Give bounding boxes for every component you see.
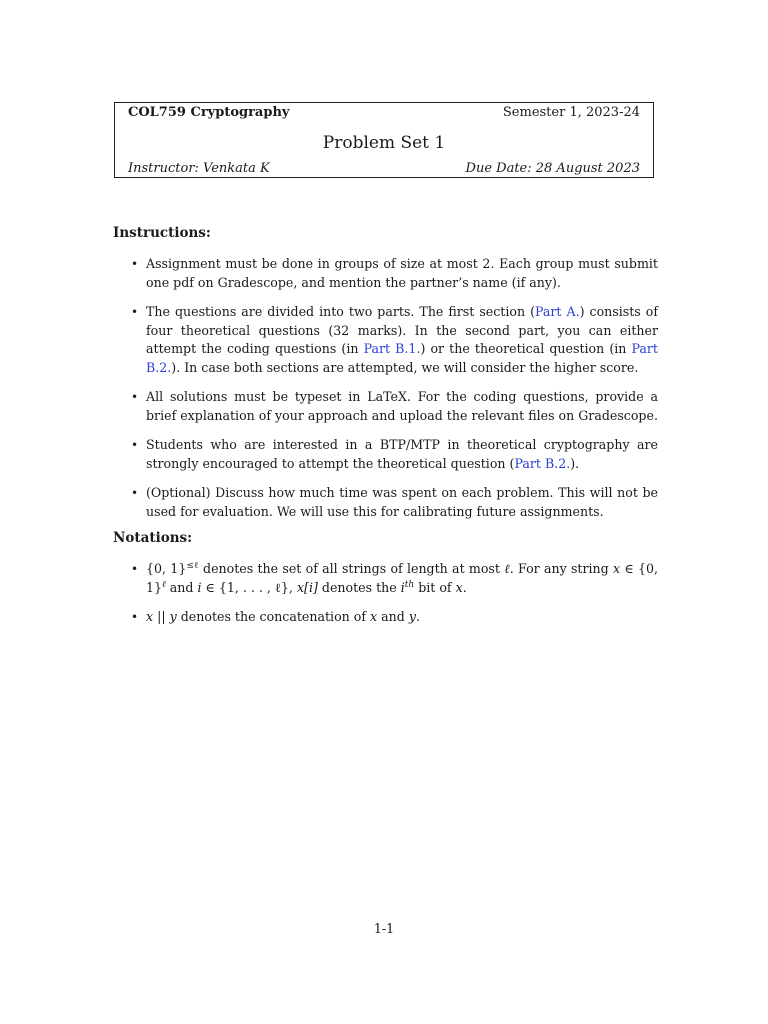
instructions-list xyxy=(113,255,658,521)
bullet-icon: • xyxy=(131,486,139,500)
due-date-label: Due Date: 28 August 2023 xyxy=(465,161,640,176)
list-item: • (Optional) Discuss how much time was spent on each problem. This will not be used for evaluation. We will use this for calibrating future assignments. xyxy=(131,485,658,519)
instructions-heading: Instructions: xyxy=(113,225,211,241)
page-number: 1-1 xyxy=(373,921,395,936)
part-b2-link[interactable]: Part B.2. xyxy=(514,455,571,471)
bullet-icon: • xyxy=(131,562,139,576)
instructor-label: Instructor: Venkata K xyxy=(128,161,270,176)
notations-heading: Notations: xyxy=(113,530,193,546)
list-item: • Students who are interested in a BTP/MTP in theoretical cryptography are strongly encouraged to attempt the theoretical question (Part B.2.). xyxy=(131,437,658,471)
list-item: • All solutions must be typeset in LaTeX. For the coding questions, provide a brief explanation of your approach and upload the relevant files on Gradescope. xyxy=(131,389,658,423)
bullet-icon: • xyxy=(131,610,139,624)
list-item: • The questions are divided into two parts. The first section (Part A.) consists of four theoretical questions (32 marks). In the second part, you can either attempt the coding questions (in Part B.1.) or the theoretical question (in Part B.2.). In case both sections are attempted, we will consider the higher score. xyxy=(131,304,658,375)
problem-set-title: Problem Set 1 xyxy=(322,133,446,153)
list-item: • x || y denotes the concatenation of x and y. xyxy=(113,608,658,627)
part-a-link[interactable]: Part A. xyxy=(535,304,580,319)
bullet-icon: • xyxy=(131,305,139,319)
course-header-box xyxy=(114,102,654,178)
semester-label: Semester 1, 2023-24 xyxy=(502,105,640,120)
part-b2-link[interactable]: Part B.2. xyxy=(146,341,658,375)
notations-list xyxy=(113,560,658,627)
list-item: • Assignment must be done in groups of size at most 2. Each group must submit one pdf on Gradescope, and mention the partner’s name (if any). xyxy=(131,256,658,290)
course-title: COL759 Cryptography xyxy=(128,105,290,120)
bullet-icon: • xyxy=(131,390,139,404)
bullet-icon: • xyxy=(131,438,139,452)
part-b1-link[interactable]: Part B.1. xyxy=(363,341,421,356)
list-item: • {0, 1}$^{\le\ell}$ denotes the set of all strings of length at most ℓ. For any string x ∈ {0, 1}$^\ell$ and i ∈ {1, . . . , ℓ}, x[i] denotes the $i^{th}$ bit of x. xyxy=(131,560,658,595)
bullet-icon: • xyxy=(131,257,139,271)
